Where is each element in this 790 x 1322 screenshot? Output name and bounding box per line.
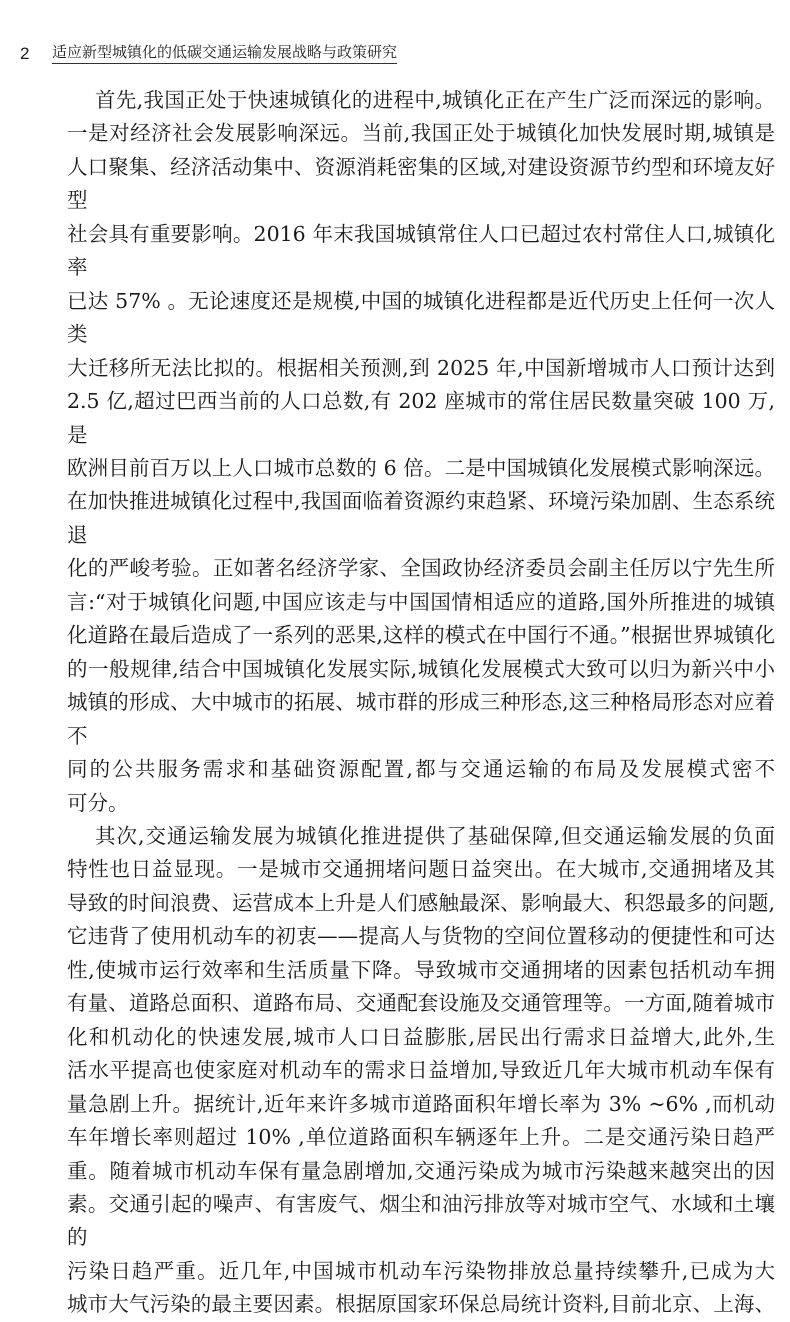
text-line: 量急剧上升。据统计,近年来许多城市道路面积年增长率为 3% ~6% ,而机动 <box>67 1091 775 1116</box>
text-line: 欧洲目前百万以上人口城市总数的 6 倍。二是中国城镇化发展模式影响深远。 <box>67 455 775 480</box>
text-line: 化道路在最后造成了一系列的恶果,这样的模式在中国行不通。”根据世界城镇化 <box>67 623 775 648</box>
text-line: 有量、道路总面积、道路布局、交通配套设施及交通管理等。一方面,随着城市 <box>67 991 775 1016</box>
page-number: 2 <box>20 44 30 63</box>
text-line: 活水平提高也使家庭对机动车的需求日益增加,导致近几年大城市机动车保有 <box>67 1058 775 1083</box>
text-line: 城市大气污染的最主要因素。根据原国家环保总局统计资料,目前北京、上海、 <box>67 1292 775 1317</box>
text-line: 社会具有重要影响。2016 年末我国城镇常住人口已超过农村常住人口,城镇化率 <box>67 221 775 280</box>
text-line: 的一般规律,结合中国城镇化发展实际,城镇化发展模式大致可以归为新兴中小 <box>67 656 775 681</box>
text-line: 化的严峻考验。正如著名经济学家、全国政协经济委员会副主任厉以宁先生所 <box>67 556 775 581</box>
text-line: 车年增长率则超过 10% ,单位道路面积车辆逐年上升。二是交通污染日趋严 <box>67 1125 775 1150</box>
text-line: 同的公共服务需求和基础资源配置,都与交通运输的布局及发展模式密不 <box>67 757 775 782</box>
text-line: 大迁移所无法比拟的。根据相关预测,到 2025 年,中国新增城市人口预计达到 <box>67 355 775 380</box>
text-line: 特性也日益显现。一是城市交通拥堵问题日益突出。在大城市,交通拥堵及其 <box>67 857 775 882</box>
text-line: 它违背了使用机动车的初衷——提高人与货物的空间位置移动的便捷性和可达 <box>67 924 775 949</box>
text-line: 性,使城市运行效率和生活质量下降。导致城市交通拥堵的因素包括机动车拥 <box>67 957 775 982</box>
running-title: 适应新型城镇化的低碳交通运输发展战略与政策研究 <box>52 41 397 64</box>
text-line: 一是对经济社会发展影响深远。当前,我国正处于城镇化加快发展时期,城镇是 <box>67 121 775 146</box>
text-line: 其次,交通运输发展为城镇化推进提供了基础保障,但交通运输发展的负面 <box>95 823 775 848</box>
paragraph <box>67 84 775 820</box>
running-header <box>20 40 397 64</box>
text-line: 已达 57% 。无论速度还是规模,中国的城镇化进程都是近代历史上任何一次人类 <box>67 288 775 347</box>
body-text <box>67 84 775 1322</box>
text-line: 重。随着城市机动车保有量急剧增加,交通污染成为城市污染越来越突出的因 <box>67 1158 775 1183</box>
text-line: 化和机动化的快速发展,城市人口日益膨胀,居民出行需求日益增大,此外,生 <box>67 1024 775 1049</box>
text-line: 人口聚集、经济活动集中、资源消耗密集的区域,对建设资源节约型和环境友好型 <box>67 154 775 213</box>
text-line: 导致的时间浪费、运营成本上升是人们感触最深、影响最大、积怨最多的问题, <box>67 890 775 915</box>
text-line: 素。交通引起的噪声、有害废气、烟尘和油污排放等对城市空气、水域和土壤的 <box>67 1191 775 1250</box>
text-line: 城镇的形成、大中城市的拓展、城市群的形成三种形态,这三种格局形态对应着不 <box>67 690 775 748</box>
text-line: 可分。 <box>67 790 129 815</box>
text-line: 在加快推进城镇化过程中,我国面临着资源约束趋紧、环境污染加剧、生态系统退 <box>67 489 775 547</box>
text-line: 首先,我国正处于快速城镇化的进程中,城镇化正在产生广泛而深远的影响。 <box>95 88 775 112</box>
paragraph <box>67 820 775 1322</box>
text-line: 言:“对于城镇化问题,中国应该走与中国国情相适应的道路,国外所推进的城镇 <box>67 589 775 614</box>
text-line: 2.5 亿,超过巴西当前的人口总数,有 202 座城市的常住居民数量突破 100 万,是 <box>67 389 775 447</box>
text-line: 污染日趋严重。近几年,中国城市机动车污染物排放总量持续攀升,已成为大 <box>67 1258 775 1283</box>
